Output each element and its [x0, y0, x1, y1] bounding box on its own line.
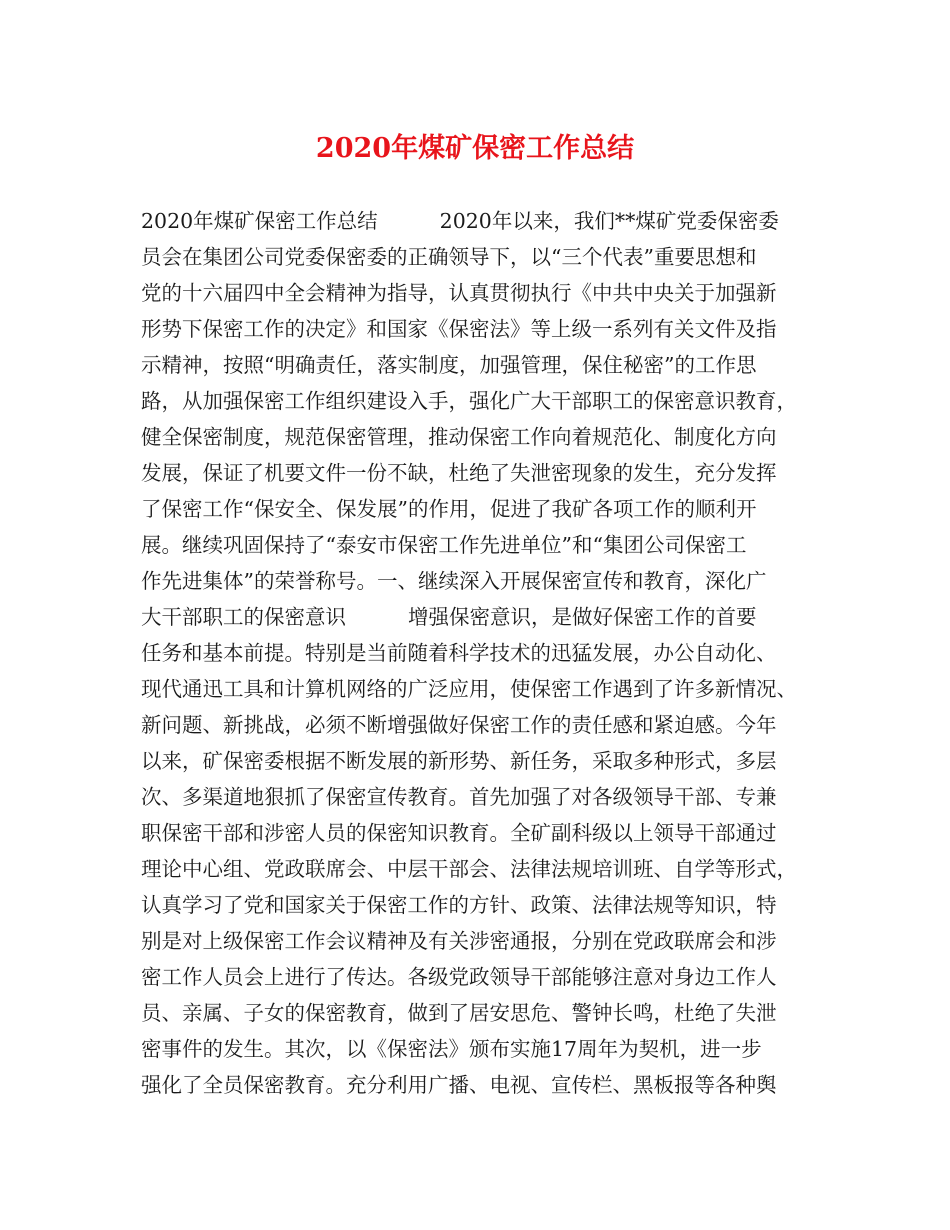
text-segment: 作先进集体”的荣誉称号。一、继续深入开展保密宣传和教育，深化广	[141, 569, 767, 593]
text-segment: 新问题、新挑战，必须不断增强做好保密工作的责任感和紧迫感。今年	[141, 713, 777, 737]
text-line	[141, 959, 831, 995]
text-segment: 员、亲属、子女的保密教育，做到了居安思危、警钟长鸣，杜绝了失泄	[141, 1001, 777, 1025]
text-line	[141, 887, 831, 923]
text-line	[141, 599, 831, 635]
text-line	[141, 707, 831, 743]
text-line	[141, 779, 831, 815]
text-segment: 次、多渠道地狠抓了保密宣传教育。首先加强了对各级领导干部、专兼	[141, 785, 777, 809]
text-segment: 了保密工作“保安全、保发展”的作用，促进了我矿各项工作的顺利开	[141, 497, 757, 521]
text-segment: 现代通迅工具和计算机网络的广泛应用，使保密工作遇到了许多新情况、	[141, 677, 797, 701]
text-line	[141, 1031, 831, 1067]
text-segment: 密事件的发生。其次，以《保密法》颁布实施17周年为契机，进一步	[141, 1037, 762, 1061]
text-segment: 强化了全员保密教育。充分利用广播、电视、宣传栏、黑板报等各种舆	[141, 1073, 777, 1097]
text-segment: 任务和基本前提。特别是当前随着科学技术的迅猛发展，办公自动化、	[141, 641, 777, 665]
text-line	[141, 923, 831, 959]
text-segment: 形势下保密工作的决定》和国家《保密法》等上级一系列有关文件及指	[141, 317, 777, 341]
text-segment: 2020年以来，我们**煤矿党委保密委	[439, 209, 779, 233]
text-line	[141, 419, 831, 455]
text-line	[141, 311, 831, 347]
text-segment: 密工作人员会上进行了传达。各级党政领导干部能够注意对身边工作人	[141, 965, 777, 989]
text-segment: 理论中心组、党政联席会、中层干部会、法律法规培训班、自学等形式，	[141, 857, 797, 881]
text-segment: 党的十六届四中全会精神为指导，认真贯彻执行《中共中央关于加强新	[141, 281, 777, 305]
text-line	[141, 851, 831, 887]
text-line	[141, 491, 831, 527]
text-line	[141, 203, 831, 239]
text-segment: 展。继续巩固保持了“泰安市保密工作先进单位”和“集团公司保密工	[141, 533, 747, 557]
text-segment: 职保密干部和涉密人员的保密知识教育。全矿副科级以上领导干部通过	[141, 821, 777, 845]
document-body	[141, 203, 831, 1103]
text-line	[141, 995, 831, 1031]
text-segment: 发展，保证了机要文件一份不缺，杜绝了失泄密现象的发生，充分发挥	[141, 461, 777, 485]
text-segment: 健全保密制度，规范保密管理，推动保密工作向着规范化、制度化方向	[141, 425, 777, 449]
text-segment: 认真学习了党和国家关于保密工作的方针、政策、法律法规等知识，特	[141, 893, 777, 917]
text-line	[141, 275, 831, 311]
text-line	[141, 455, 831, 491]
text-segment: 员会在集团公司党委保密委的正确领导下，以“三个代表”重要思想和	[141, 245, 757, 269]
text-line	[141, 563, 831, 599]
text-line	[141, 347, 831, 383]
text-line	[141, 743, 831, 779]
text-line	[141, 239, 831, 275]
text-segment: 以来，矿保密委根据不断发展的新形势、新任务，采取多种形式，多层	[141, 749, 777, 773]
text-line	[141, 635, 831, 671]
text-line	[141, 527, 831, 563]
text-segment: 路，从加强保密工作组织建设入手，强化广大干部职工的保密意识教育，	[141, 389, 797, 413]
document-title: 2020年煤矿保密工作总结	[315, 133, 635, 164]
text-line	[141, 815, 831, 851]
text-line	[141, 671, 831, 707]
text-segment: 增强保密意识，是做好保密工作的首要	[408, 605, 757, 629]
text-segment: 2020年煤矿保密工作总结	[141, 209, 378, 233]
text-line	[141, 383, 831, 419]
text-segment: 示精神，按照“明确责任，落实制度，加强管理，保住秘密”的工作思	[141, 353, 757, 377]
text-segment: 大干部职工的保密意识	[141, 605, 346, 629]
text-segment: 别是对上级保密工作会议精神及有关涉密通报，分别在党政联席会和涉	[141, 929, 777, 953]
text-line	[141, 1067, 831, 1103]
